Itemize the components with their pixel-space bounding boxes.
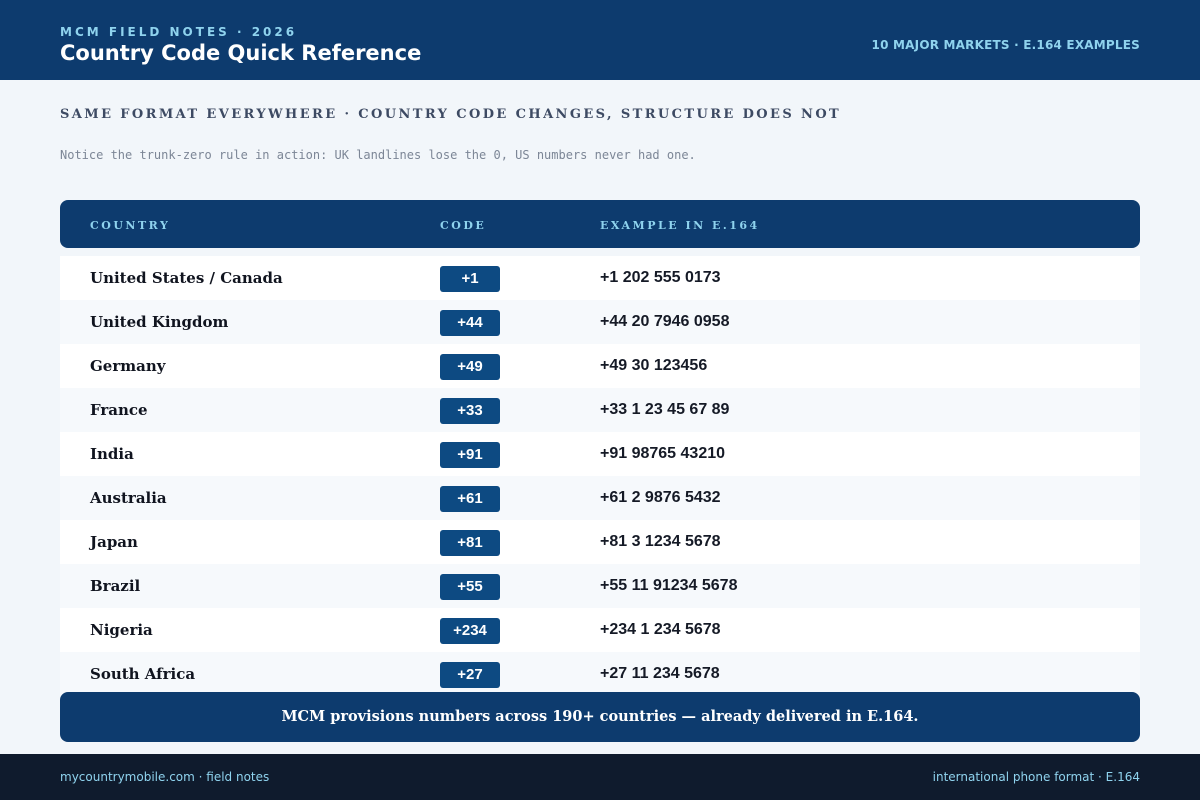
table-body (60, 256, 1140, 696)
e164-example: +55 11 91234 5678 (600, 577, 738, 594)
e164-example: +44 20 7946 0958 (600, 313, 730, 330)
section-subhead: SAME FORMAT EVERYWHERE · COUNTRY CODE CHANGES, STRUCTURE DOES NOT (60, 107, 842, 122)
country-name: France (90, 401, 148, 419)
e164-example: +49 30 123456 (600, 357, 708, 374)
table-row (60, 432, 1140, 476)
e164-example: +61 2 9876 5432 (600, 489, 721, 506)
e164-example: +234 1 234 5678 (600, 621, 721, 638)
country-name: Australia (90, 489, 167, 507)
e164-example: +33 1 23 45 67 89 (600, 401, 730, 418)
e164-example: +91 98765 43210 (600, 445, 726, 462)
footer-site-link[interactable]: mycountrymobile.com · field notes (60, 770, 270, 784)
country-code-badge: +234 (440, 618, 500, 644)
table-row (60, 564, 1140, 608)
country-code-badge: +91 (440, 442, 500, 468)
column-header-code: CODE (440, 219, 487, 232)
e164-example: +27 11 234 5678 (600, 665, 720, 682)
country-code-badge: +44 (440, 310, 500, 336)
country-code-badge: +49 (440, 354, 500, 380)
e164-example: +1 202 555 0173 (600, 269, 721, 286)
table-row (60, 388, 1140, 432)
intro-note: Notice the trunk-zero rule in action: UK landlines lose the 0, US numbers never had one. (60, 148, 696, 162)
country-name: Brazil (90, 577, 141, 595)
table-header (60, 200, 1140, 248)
country-code-badge: +33 (440, 398, 500, 424)
table-row (60, 300, 1140, 344)
country-name: United Kingdom (90, 313, 229, 331)
table-row (60, 608, 1140, 652)
country-code-badge: +55 (440, 574, 500, 600)
table-row (60, 652, 1140, 696)
page-title: Country Code Quick Reference (60, 41, 422, 65)
country-name: South Africa (90, 665, 196, 683)
table-row (60, 256, 1140, 300)
country-name: India (90, 445, 134, 463)
country-code-badge: +81 (440, 530, 500, 556)
table-row (60, 476, 1140, 520)
callout-banner: MCM provisions numbers across 190+ countries — already delivered in E.164. (60, 692, 1140, 742)
column-header-example: EXAMPLE IN E.164 (600, 219, 760, 232)
e164-example: +81 3 1234 5678 (600, 533, 721, 550)
footer-bar (0, 754, 1200, 800)
table-row (60, 344, 1140, 388)
footer-topic-label: international phone format · E.164 (932, 770, 1140, 784)
country-code-badge: +1 (440, 266, 500, 292)
country-name: United States / Canada (90, 269, 283, 287)
header-eyebrow: MCM FIELD NOTES · 2026 (60, 25, 298, 39)
header-bar (0, 0, 1200, 80)
country-name: Germany (90, 357, 166, 375)
country-name: Nigeria (90, 621, 153, 639)
column-header-country: COUNTRY (90, 219, 171, 232)
country-code-badge: +27 (440, 662, 500, 688)
country-code-badge: +61 (440, 486, 500, 512)
country-name: Japan (90, 533, 138, 551)
header-right-label: 10 MAJOR MARKETS · E.164 EXAMPLES (871, 38, 1140, 52)
table-row (60, 520, 1140, 564)
